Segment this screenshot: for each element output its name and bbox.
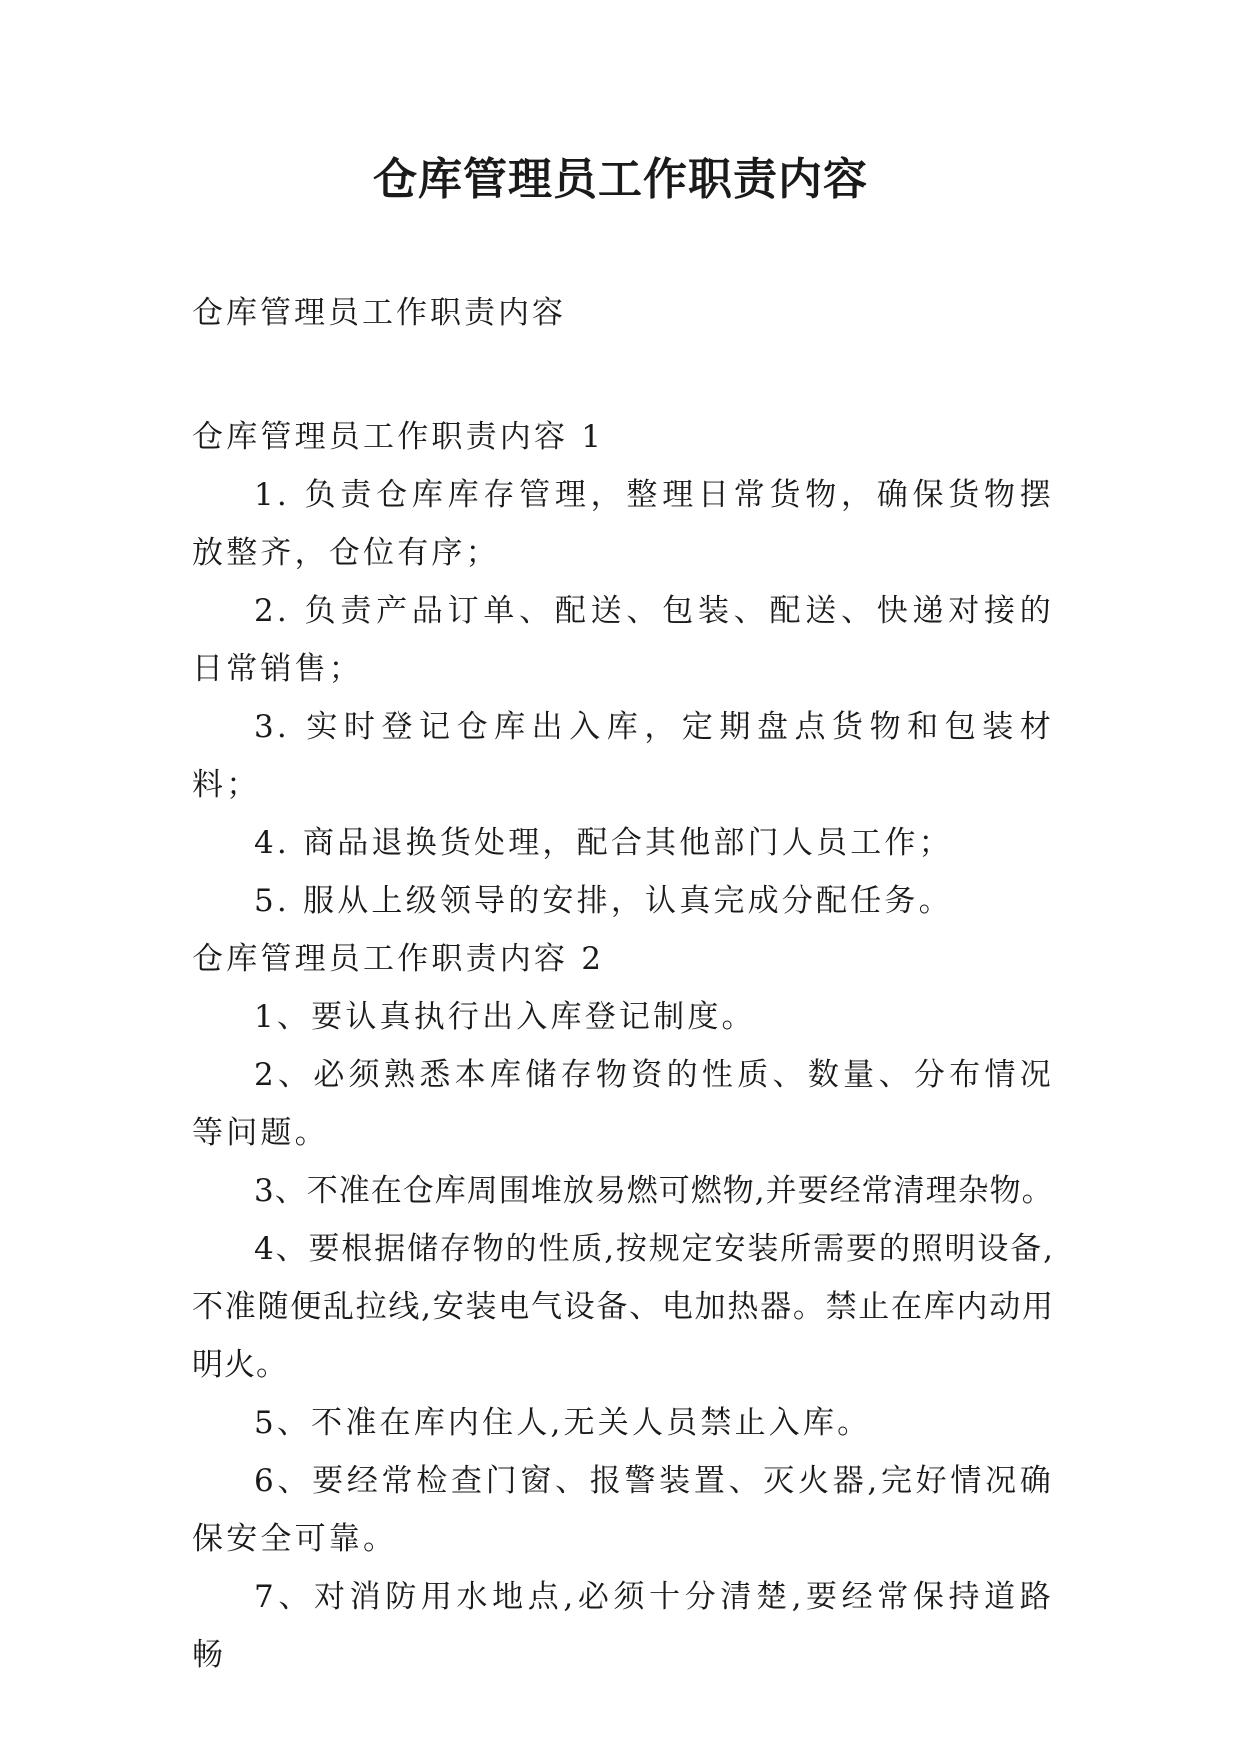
- document-subtitle: 仓库管理员工作职责内容: [192, 295, 566, 331]
- list-item: 3、不准在仓库周围堆放易燃可燃物,并要经常清理杂物。: [254, 1173, 1054, 1209]
- list-item: 2. 负责产品订单、配送、包装、配送、快递对接的日常销售；: [192, 593, 1054, 687]
- list-item: 5. 服从上级领导的安排，认真完成分配任务。: [254, 883, 953, 919]
- list-item: 5、不准在库内住人,无关人员禁止入库。: [254, 1405, 872, 1441]
- list-item: 4、要根据储存物的性质,按规定安装所需要的照明设备,不准随便乱拉线,安装电气设备、电加热器。禁止在库内动用明火。: [192, 1231, 1054, 1383]
- list-item: 4. 商品退换货处理，配合其他部门人员工作；: [254, 825, 953, 861]
- section-heading-1: 仓库管理员工作职责内容 1: [192, 419, 605, 455]
- list-item: 6、要经常检查门窗、报警装置、灭火器,完好情况确保安全可靠。: [192, 1463, 1054, 1557]
- list-item: 7、对消防用水地点,必须十分清楚,要经常保持道路畅: [192, 1579, 1054, 1673]
- list-item: 2、必须熟悉本库储存物资的性质、数量、分布情况等问题。: [192, 1057, 1054, 1151]
- list-item: 1、要认真执行出入库登记制度。: [254, 999, 756, 1035]
- document-title: 仓库管理员工作职责内容: [373, 154, 868, 205]
- list-item: 1. 负责仓库库存管理，整理日常货物，确保货物摆放整齐，仓位有序；: [192, 477, 1054, 571]
- section-heading-2: 仓库管理员工作职责内容 2: [192, 941, 605, 977]
- list-item: 3. 实时登记仓库出入库，定期盘点货物和包装材料；: [192, 709, 1054, 803]
- document-body: [192, 408, 1054, 1684]
